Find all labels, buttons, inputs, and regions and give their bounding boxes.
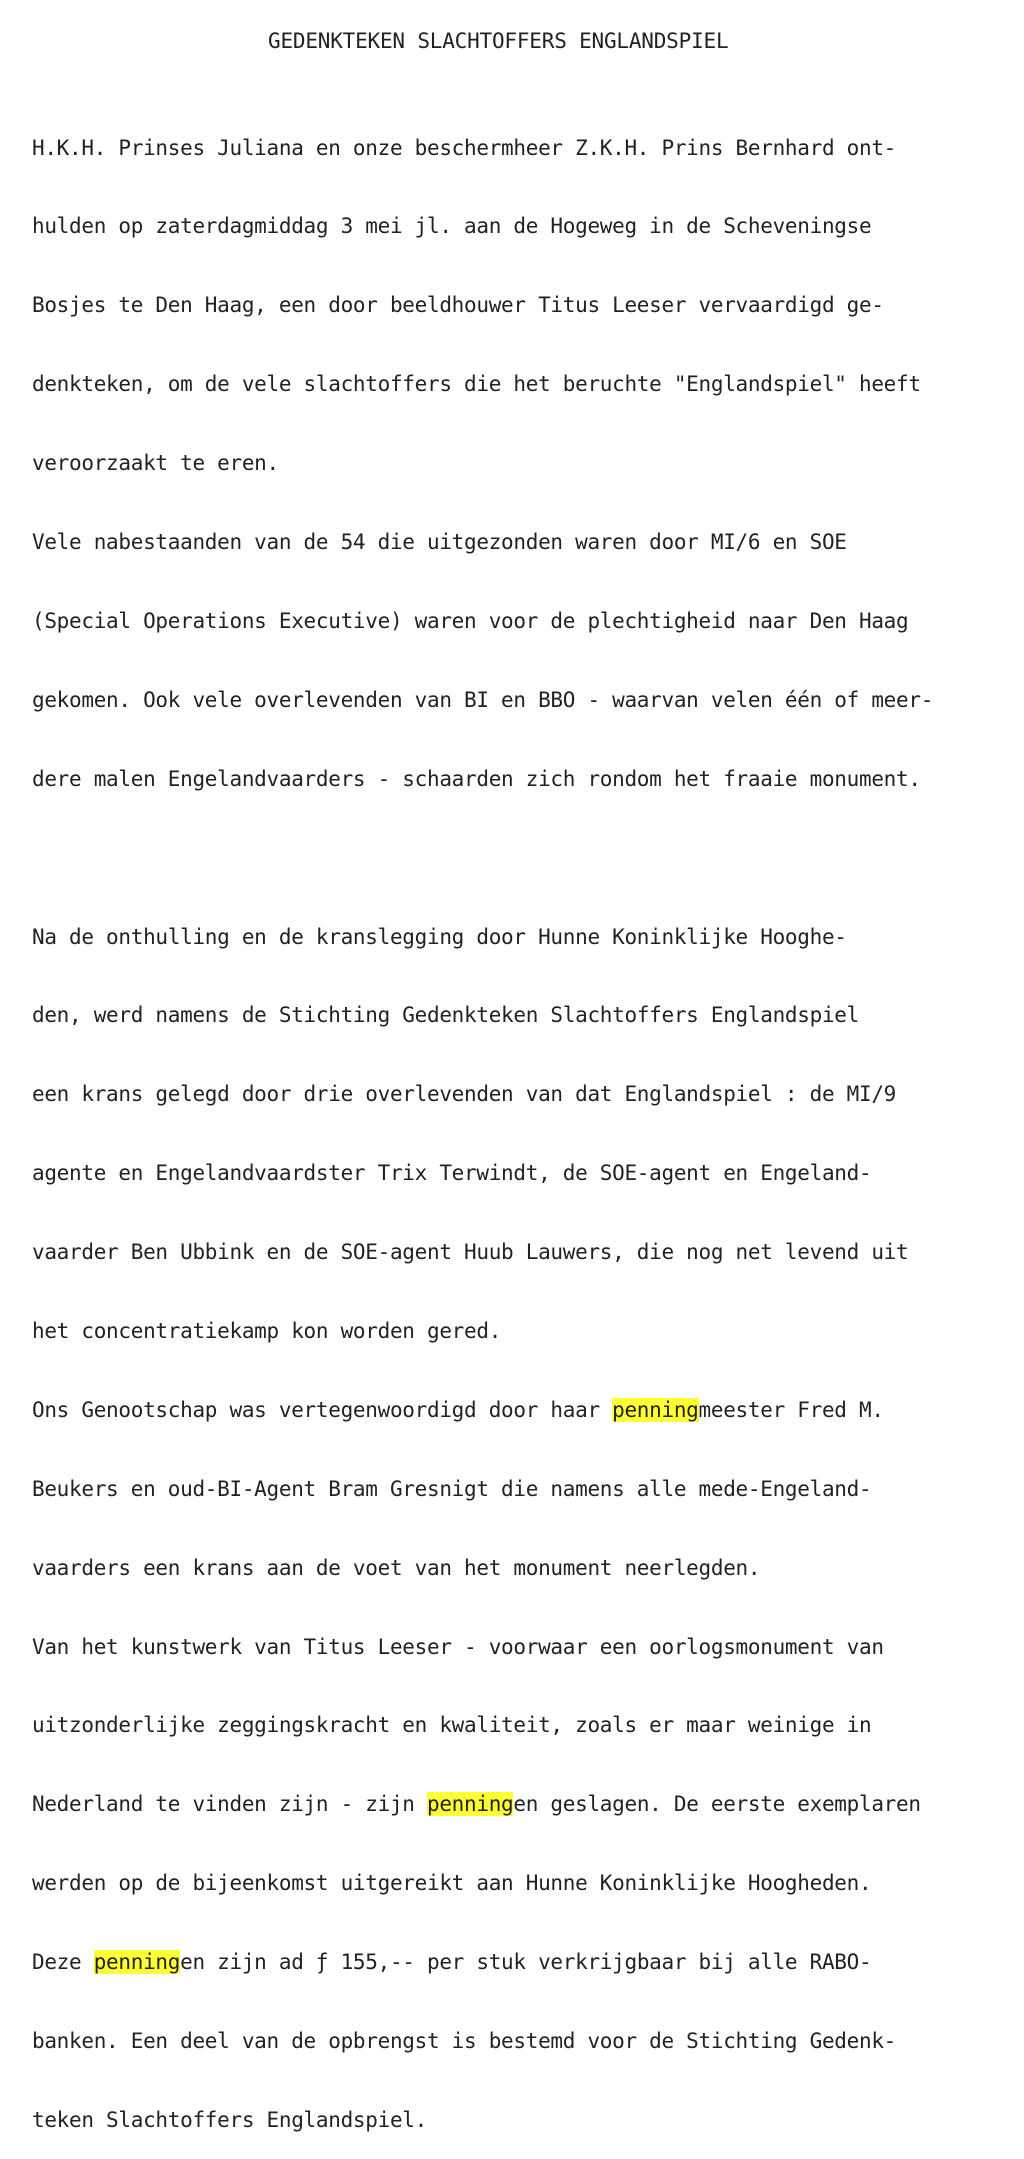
text-segment: en geslagen. De eerste exemplaren	[513, 1792, 921, 1817]
paragraph-gap	[32, 845, 933, 871]
text-line: Vele nabestaanden van de 54 die uitgezonden waren door MI/6 en SOE	[32, 530, 847, 555]
text-line: hulden op zaterdagmiddag 3 mei jl. aan de Hogeweg in de Scheveningse	[32, 214, 872, 239]
text-line: H.K.H. Prinses Juliana en onze beschermheer Z.K.H. Prins Bernhard ont-	[32, 135, 897, 160]
highlighted-word: penning	[93, 1950, 181, 1975]
text-line: Na de onthulling en de kranslegging door Hunne Koninklijke Hooghe-	[32, 924, 847, 949]
text-line: het concentratiekamp kon worden gered.	[32, 1318, 502, 1343]
text-line: agente en Engelandvaardster Trix Terwindt, de SOE-agent en Engeland-	[32, 1161, 872, 1186]
text-line: Van het kunstwerk van Titus Leeser - voorwaar een oorlogsmonument van	[32, 1634, 884, 1659]
text-segment: Deze	[32, 1950, 94, 1975]
text-line: gekomen. Ook vele overlevenden van BI en BBO - waarvan velen één of meer-	[32, 687, 934, 712]
text-segment: en zijn ad ƒ 155,-- per stuk verkrijgbaar bij alle RABO-	[180, 1950, 872, 1975]
text-line-highlighted	[32, 1397, 933, 1423]
text-segment: Ons Genootschap was vertegenwoordigd door haar	[32, 1397, 613, 1422]
document-body	[32, 82, 933, 2159]
text-line: teken Slachtoffers Englandspiel.	[32, 2107, 427, 2132]
highlighted-word: penning	[426, 1792, 514, 1817]
text-segment: meester Fred M.	[698, 1397, 884, 1422]
highlighted-word: penning	[612, 1397, 699, 1422]
text-line: Beukers en oud-BI-Agent Bram Gresnigt die namens alle mede-Engeland-	[32, 1476, 872, 1501]
text-line-highlighted	[32, 1791, 933, 1817]
text-line: vaarder Ben Ubbink en de SOE-agent Huub Lauwers, die nog net levend uit	[32, 1240, 909, 1265]
text-line-highlighted	[32, 1949, 933, 1975]
text-line: den, werd namens de Stichting Gedenkteken Slachtoffers Englandspiel	[32, 1003, 859, 1028]
text-segment: Nederland te vinden zijn - zijn	[32, 1792, 427, 1817]
text-line: een krans gelegd door drie overlevenden van dat Englandspiel : de MI/9	[32, 1082, 897, 1107]
document-title: GEDENKTEKEN SLACHTOFFERS ENGLANDSPIEL	[268, 29, 729, 53]
text-line: vaarders een krans aan de voet van het monument neerlegden.	[32, 1555, 761, 1580]
text-line: banken. Een deel van de opbrengst is bestemd voor de Stichting Gedenk-	[32, 2028, 897, 2053]
text-line: dere malen Engelandvaarders - schaarden zich rondom het fraaie monument.	[32, 766, 921, 791]
text-line: denkteken, om de vele slachtoffers die het beruchte "Englandspiel" heeft	[32, 372, 921, 397]
text-line: Bosjes te Den Haag, een door beeldhouwer Titus Leeser vervaardigd ge-	[32, 293, 884, 318]
text-line: werden op de bijeenkomst uitgereikt aan Hunne Koninklijke Hoogheden.	[32, 1871, 872, 1896]
text-line: (Special Operations Executive) waren voor de plechtigheid naar Den Haag	[32, 608, 909, 633]
text-line: uitzonderlijke zeggingskracht en kwaliteit, zoals er maar weinige in	[32, 1713, 872, 1738]
text-line: veroorzaakt te eren.	[32, 451, 279, 476]
